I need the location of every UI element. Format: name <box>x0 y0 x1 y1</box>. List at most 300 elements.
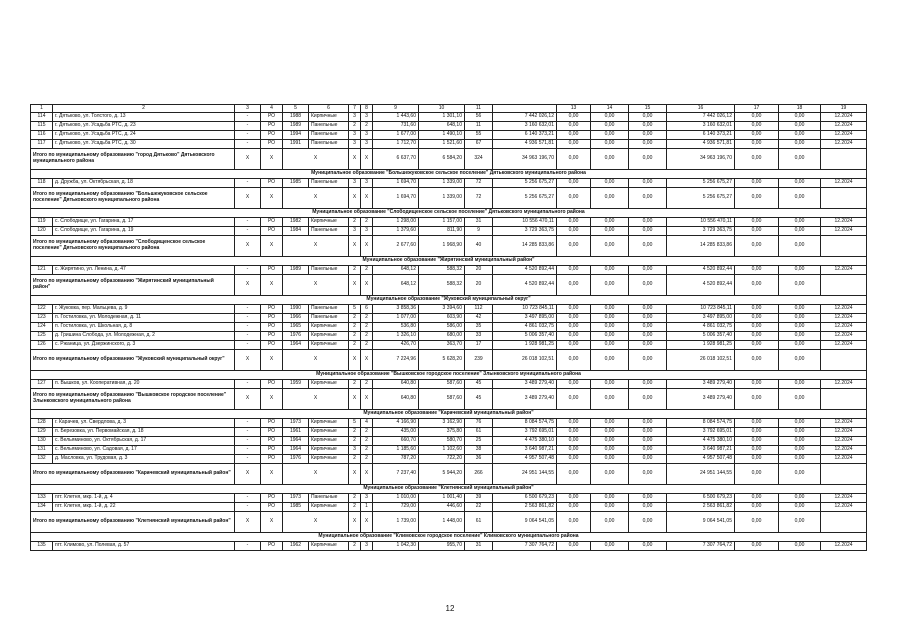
table-cell: 0,00 <box>557 323 591 332</box>
table-row <box>31 380 867 389</box>
subtotal-cell: X <box>283 149 349 170</box>
table-cell: 680,00 <box>419 332 465 341</box>
table-cell: 435,00 <box>373 428 419 437</box>
subtotal-row <box>31 512 867 533</box>
table-cell: 3 162,90 <box>419 419 465 428</box>
table-cell: 0,00 <box>779 305 821 314</box>
table-cell: 0,00 <box>591 332 629 341</box>
table-cell: 0,00 <box>557 314 591 323</box>
table-cell: 12.2024 <box>821 542 867 551</box>
subtotal-cell: 0,00 <box>735 512 779 533</box>
table-cell: - <box>235 455 261 464</box>
table-cell: 0,00 <box>735 122 779 131</box>
address-cell: с. Вельяминово, ул. Октябрьская, д. 17 <box>53 437 235 446</box>
table-cell: 33 <box>465 332 493 341</box>
table-cell: 0,00 <box>557 131 591 140</box>
table-cell: РО <box>261 494 283 503</box>
table-cell: 0,00 <box>735 266 779 275</box>
table-cell: 0,00 <box>629 503 667 512</box>
municipality-heading: Муниципальное образование "Клетнянский муниципальный район" <box>31 485 867 494</box>
table-cell: 0,00 <box>779 542 821 551</box>
subtotal-cell: 5 256 675,27 <box>493 188 557 209</box>
subtotal-row <box>31 389 867 410</box>
table-cell: 0,00 <box>779 131 821 140</box>
table-cell: 1 928 981,25 <box>667 341 735 350</box>
subtotal-cell: 0,00 <box>629 275 667 296</box>
table-row <box>31 332 867 341</box>
table-cell: 0,00 <box>557 503 591 512</box>
subtotal-cell: X <box>235 512 261 533</box>
table-cell: Кирпичные <box>309 446 349 455</box>
table-cell: 119 <box>31 218 53 227</box>
table-cell: 1991 <box>283 140 309 149</box>
subtotal-cell: 7 237,40 <box>373 464 419 485</box>
table-cell: РО <box>261 446 283 455</box>
table-cell: РО <box>261 323 283 332</box>
column-header: 11 <box>465 105 493 113</box>
subtotal-cell: 34 963 196,70 <box>493 149 557 170</box>
table-cell: 8 084 574,75 <box>493 419 557 428</box>
table-cell: 1 157,00 <box>419 218 465 227</box>
table-row <box>31 341 867 350</box>
subtotal-cell: 0,00 <box>735 350 779 371</box>
table-cell: 0,00 <box>735 437 779 446</box>
table-cell: 0,00 <box>779 113 821 122</box>
subtotal-cell: 3 489 279,40 <box>493 389 557 410</box>
table-cell: 3 858,36 <box>373 305 419 314</box>
municipality-heading: Муниципальное образование "Жуковский муниципальный округ" <box>31 296 867 305</box>
table-cell: 0,00 <box>735 179 779 188</box>
table-cell: 0,00 <box>591 494 629 503</box>
table-row <box>31 428 867 437</box>
table-cell: 5 <box>349 305 361 314</box>
subtotal-cell: 7 224,96 <box>373 350 419 371</box>
table-cell: 0,00 <box>629 446 667 455</box>
table-cell: 0,00 <box>591 218 629 227</box>
table-cell: 0,00 <box>557 437 591 446</box>
subtotal-cell <box>821 188 867 209</box>
table-cell: 0,00 <box>629 179 667 188</box>
table-cell: Кирпичные <box>309 437 349 446</box>
table-cell: 3 <box>349 446 361 455</box>
table-cell: - <box>235 179 261 188</box>
table-cell: 0,00 <box>557 455 591 464</box>
table-cell: 115 <box>31 122 53 131</box>
table-cell: Панельные <box>309 140 349 149</box>
table-cell: - <box>235 218 261 227</box>
table-cell: 1973 <box>283 419 309 428</box>
table-cell: 130 <box>31 437 53 446</box>
table-cell: 3 <box>361 494 373 503</box>
table-cell: 120 <box>31 227 53 236</box>
subtotal-row <box>31 188 867 209</box>
table-cell: 4 520 892,44 <box>493 266 557 275</box>
table-cell: 12.2024 <box>821 503 867 512</box>
address-cell: г. Жуковка, пер. Мальцева, д. 9 <box>53 305 235 314</box>
table-cell: 11 <box>465 122 493 131</box>
table-cell: Панельные <box>309 305 349 314</box>
table-cell: 4 520 892,44 <box>667 266 735 275</box>
table-cell: 1 339,00 <box>419 179 465 188</box>
table-cell: 3 640 987,21 <box>667 446 735 455</box>
table-cell: 1 042,30 <box>373 542 419 551</box>
table-cell: 12.2024 <box>821 455 867 464</box>
subtotal-cell: 0,00 <box>735 275 779 296</box>
subtotal-cell: X <box>361 389 373 410</box>
table-cell: 12.2024 <box>821 131 867 140</box>
table-cell: 135 <box>31 542 53 551</box>
subtotal-cell: X <box>261 275 283 296</box>
table-cell: - <box>235 380 261 389</box>
table-cell: - <box>235 341 261 350</box>
subtotal-cell: 0,00 <box>629 350 667 371</box>
table-cell: Кирпичные <box>309 455 349 464</box>
address-cell: пгт. Клетня, мкр. 1-й, д. 22 <box>53 503 235 512</box>
table-cell: - <box>235 503 261 512</box>
column-header: 18 <box>779 105 821 113</box>
table-cell: 6 140 373,21 <box>667 131 735 140</box>
table-cell: 0,00 <box>591 266 629 275</box>
subtotal-label: Итого по муниципальному образованию "Большежуковское сельское поселение" Дятьковского муниципального района <box>31 188 235 209</box>
table-cell: 2 <box>361 122 373 131</box>
address-cell: г. Дятьково, ул. Толстого, д. 13 <box>53 113 235 122</box>
table-cell: 6 140 373,21 <box>493 131 557 140</box>
table-cell: 729,00 <box>373 503 419 512</box>
table-cell: 0,00 <box>557 332 591 341</box>
address-cell: г. Карачев, ул. Свердлова, д. 3 <box>53 419 235 428</box>
table-cell: 1 490,10 <box>419 131 465 140</box>
table-cell: 0,00 <box>779 314 821 323</box>
subtotal-cell: X <box>283 389 349 410</box>
table-cell: 117 <box>31 140 53 149</box>
table-cell: 0,00 <box>591 227 629 236</box>
table-row <box>31 218 867 227</box>
table-cell: 0,00 <box>557 113 591 122</box>
column-header: 3 <box>235 105 261 113</box>
subtotal-cell <box>821 350 867 371</box>
table-cell: - <box>235 542 261 551</box>
subtotal-cell: X <box>361 350 373 371</box>
table-cell: 1989 <box>283 122 309 131</box>
subtotal-cell: 0,00 <box>557 275 591 296</box>
table-row <box>31 227 867 236</box>
municipality-heading-row <box>31 209 867 218</box>
table-cell: 1 928 981,25 <box>493 341 557 350</box>
table-cell: 1 <box>361 503 373 512</box>
table-cell: - <box>235 314 261 323</box>
table-cell: 1964 <box>283 437 309 446</box>
table-cell: 4 861 032,75 <box>667 323 735 332</box>
subtotal-cell: 0,00 <box>591 236 629 257</box>
table-cell: 5 006 357,40 <box>493 332 557 341</box>
table-cell: 12.2024 <box>821 122 867 131</box>
subtotal-cell: X <box>283 236 349 257</box>
table-cell: 12.2024 <box>821 227 867 236</box>
column-header <box>493 105 557 113</box>
table-cell: 12.2024 <box>821 113 867 122</box>
table-cell: РО <box>261 332 283 341</box>
table-cell: 0,00 <box>629 113 667 122</box>
address-cell: с. Жирятино, ул. Ленина, д. 47 <box>53 266 235 275</box>
table-cell: 811,90 <box>419 227 465 236</box>
address-cell: д. Дружба, ул. Октябрьская, д. 18 <box>53 179 235 188</box>
subtotal-label: Итого по муниципальному образованию "город Дятьково" Дятьковского муниципального района <box>31 149 235 170</box>
table-cell: 0,00 <box>779 494 821 503</box>
table-cell: 38 <box>465 446 493 455</box>
table-cell: 4 936 571,81 <box>493 140 557 149</box>
subtotal-cell: 0,00 <box>629 389 667 410</box>
table-cell: 0,00 <box>735 323 779 332</box>
table-cell: 587,60 <box>419 380 465 389</box>
table-cell: 536,80 <box>373 323 419 332</box>
subtotal-cell: 324 <box>465 149 493 170</box>
table-cell: 0,00 <box>779 140 821 149</box>
subtotal-cell: 648,12 <box>373 275 419 296</box>
table-row <box>31 266 867 275</box>
table-cell: 1 694,70 <box>373 179 419 188</box>
table-cell: 12.2024 <box>821 494 867 503</box>
subtotal-label: Итого по муниципальному образованию "Клетнянский муниципальный район" <box>31 512 235 533</box>
table-cell: Кирпичные <box>309 332 349 341</box>
table-cell: 1964 <box>283 446 309 455</box>
table-cell: 0,00 <box>591 380 629 389</box>
table-cell: 2 <box>349 428 361 437</box>
table-cell: 0,00 <box>629 437 667 446</box>
table-cell: 3 <box>349 131 361 140</box>
subtotal-label: Итого по муниципальному образованию "Вышковское городское поселение" Злынковского муниципального района <box>31 389 235 410</box>
subtotal-cell: 45 <box>465 389 493 410</box>
address-cell: с. Ржаница, ул. Дзержинского, д. 3 <box>53 341 235 350</box>
table-cell: 5 256 675,27 <box>667 179 735 188</box>
table-cell: 123 <box>31 314 53 323</box>
table-row <box>31 419 867 428</box>
table-cell: 0,00 <box>557 419 591 428</box>
table-cell: 1 077,00 <box>373 314 419 323</box>
table-row <box>31 542 867 551</box>
table-cell: 1990 <box>283 305 309 314</box>
table-cell: 1985 <box>283 179 309 188</box>
table-cell: 0,00 <box>735 494 779 503</box>
table-cell: 1976 <box>283 455 309 464</box>
municipality-heading-row <box>31 296 867 305</box>
table-cell: 2 <box>361 218 373 227</box>
table-cell: РО <box>261 113 283 122</box>
table-cell: 20 <box>465 266 493 275</box>
subtotal-cell: X <box>235 149 261 170</box>
subtotal-cell: X <box>283 512 349 533</box>
address-cell: пгт. Климово, ул. Полевая, д. 57 <box>53 542 235 551</box>
table-cell: 3 <box>361 131 373 140</box>
table-cell: 0,00 <box>557 305 591 314</box>
table-cell: 7 307 764,72 <box>667 542 735 551</box>
subtotal-cell: X <box>235 188 261 209</box>
table-cell: 131 <box>31 446 53 455</box>
table-cell: 2 <box>349 455 361 464</box>
table-cell: 1984 <box>283 227 309 236</box>
table-cell: 22 <box>465 503 493 512</box>
subtotal-row <box>31 464 867 485</box>
table-body <box>31 113 867 551</box>
column-header: 6 <box>309 105 349 113</box>
table-cell: Панельные <box>309 122 349 131</box>
table-cell: 0,00 <box>735 314 779 323</box>
subtotal-cell: 9 064 541,05 <box>667 512 735 533</box>
column-header: 19 <box>821 105 867 113</box>
subtotal-cell: X <box>235 350 261 371</box>
table-cell: 2 <box>361 332 373 341</box>
subtotal-cell <box>821 389 867 410</box>
table-cell: 0,00 <box>779 446 821 455</box>
table-cell: РО <box>261 437 283 446</box>
subtotal-cell: 61 <box>465 512 493 533</box>
table-cell: - <box>235 227 261 236</box>
table-cell: 0,00 <box>591 446 629 455</box>
subtotal-cell: 0,00 <box>629 149 667 170</box>
table-cell: 4 <box>361 419 373 428</box>
table-row <box>31 314 867 323</box>
table-cell: 2 <box>349 266 361 275</box>
table-cell: 3 <box>361 140 373 149</box>
subtotal-cell: X <box>361 236 373 257</box>
table-cell: 1965 <box>283 323 309 332</box>
subtotal-cell: 0,00 <box>779 188 821 209</box>
subtotal-cell: 0,00 <box>591 389 629 410</box>
table-cell: 12.2024 <box>821 140 867 149</box>
table-cell: 7 307 764,72 <box>493 542 557 551</box>
table-cell: 9 <box>465 227 493 236</box>
table-cell: 3 729 363,75 <box>493 227 557 236</box>
address-cell: с. Слободище, ул. Гагарина, д. 17 <box>53 218 235 227</box>
table-cell: 127 <box>31 380 53 389</box>
table-cell: 126 <box>31 341 53 350</box>
table-cell: - <box>235 113 261 122</box>
table-cell: - <box>235 266 261 275</box>
column-header: 16 <box>667 105 735 113</box>
table-cell: 1 102,60 <box>419 446 465 455</box>
table-cell: 4 475 380,10 <box>493 437 557 446</box>
subtotal-cell: 0,00 <box>735 188 779 209</box>
table-row <box>31 437 867 446</box>
table-cell: 0,00 <box>629 314 667 323</box>
subtotal-cell: 5 628,20 <box>419 350 465 371</box>
subtotal-cell: 0,00 <box>629 236 667 257</box>
table-cell: 0,00 <box>591 542 629 551</box>
subtotal-cell: X <box>349 188 361 209</box>
table-cell: 4 957 507,48 <box>667 455 735 464</box>
table-cell: 1 298,00 <box>373 218 419 227</box>
subtotal-cell: 24 951 144,55 <box>667 464 735 485</box>
subtotal-cell: 26 018 102,51 <box>493 350 557 371</box>
table-cell: 3 792 695,01 <box>493 428 557 437</box>
table-cell: Кирпичные <box>309 503 349 512</box>
subtotal-cell: 0,00 <box>557 464 591 485</box>
table-cell: 0,00 <box>591 140 629 149</box>
subtotal-cell: X <box>349 389 361 410</box>
subtotal-cell: X <box>361 464 373 485</box>
address-cell: г. Дятьково, ул. Усадьба РТС, д. 24 <box>53 131 235 140</box>
subtotal-cell: X <box>349 350 361 371</box>
table-cell: 1 712,70 <box>373 140 419 149</box>
table-cell: 4 936 571,81 <box>667 140 735 149</box>
table-cell: РО <box>261 314 283 323</box>
table-cell: 731,60 <box>373 122 419 131</box>
table-cell: - <box>235 437 261 446</box>
table-cell: 2 <box>349 341 361 350</box>
table-cell: РО <box>261 455 283 464</box>
table-row <box>31 179 867 188</box>
table-cell: 722,20 <box>419 455 465 464</box>
subtotal-cell: 0,00 <box>735 464 779 485</box>
table-cell: 122 <box>31 305 53 314</box>
table-cell: 2 <box>349 323 361 332</box>
table-cell: 1988 <box>283 113 309 122</box>
table-cell: 1985 <box>283 503 309 512</box>
table-cell: 0,00 <box>629 542 667 551</box>
table-cell: 12.2024 <box>821 314 867 323</box>
table-cell: 0,00 <box>557 140 591 149</box>
column-header: 8 <box>361 105 373 113</box>
table-cell: 39 <box>465 494 493 503</box>
table-cell: 0,00 <box>557 179 591 188</box>
table-cell: 0,00 <box>735 218 779 227</box>
subtotal-cell: X <box>361 149 373 170</box>
table-cell: 4 475 380,10 <box>667 437 735 446</box>
table-cell: 5 <box>349 419 361 428</box>
table-cell: 363,70 <box>419 341 465 350</box>
subtotal-cell: 0,00 <box>591 350 629 371</box>
table-cell: - <box>235 494 261 503</box>
table-cell: 0,00 <box>591 314 629 323</box>
table-cell: 446,60 <box>419 503 465 512</box>
subtotal-label: Итого по муниципальному образованию "Карачевский муниципальный район" <box>31 464 235 485</box>
subtotal-cell: 0,00 <box>735 389 779 410</box>
table-cell: 1 521,60 <box>419 140 465 149</box>
table-cell: Панельные <box>309 494 349 503</box>
table-cell: - <box>235 419 261 428</box>
address-cell: п. Гостиловка, ул. Молодежная, д. 11 <box>53 314 235 323</box>
table-cell: 12.2024 <box>821 446 867 455</box>
subtotal-cell: X <box>283 464 349 485</box>
table-cell: 375,80 <box>419 428 465 437</box>
table-cell: 0,00 <box>591 428 629 437</box>
table-cell: 0,00 <box>629 380 667 389</box>
subtotal-cell <box>821 149 867 170</box>
column-header: 14 <box>591 105 629 113</box>
table-cell: 56 <box>465 113 493 122</box>
table-cell: 0,00 <box>629 341 667 350</box>
municipality-heading: Муниципальное образование "Карачевский муниципальный район" <box>31 410 867 419</box>
table-cell: - <box>235 332 261 341</box>
table-cell: 0,00 <box>629 227 667 236</box>
table-cell: 2 <box>349 218 361 227</box>
municipality-heading: Муниципальное образование "Слободищенское сельское поселение" Дятьковского муниципального района <box>31 209 867 218</box>
table-cell: РО <box>261 341 283 350</box>
address-cell: с. Вельяминово, ул. Садовая, д. 17 <box>53 446 235 455</box>
subtotal-cell: 0,00 <box>779 389 821 410</box>
table-cell: 72 <box>465 179 493 188</box>
table-cell: 2 <box>349 314 361 323</box>
table-cell: 35 <box>465 323 493 332</box>
table-cell: 121 <box>31 266 53 275</box>
table-cell: 0,00 <box>557 227 591 236</box>
subtotal-cell: 1 968,90 <box>419 236 465 257</box>
table-cell: РО <box>261 131 283 140</box>
table-cell: 25 <box>465 437 493 446</box>
table-cell: РО <box>261 380 283 389</box>
subtotal-cell: X <box>361 275 373 296</box>
table-cell: 0,00 <box>557 380 591 389</box>
table-cell: 12.2024 <box>821 437 867 446</box>
